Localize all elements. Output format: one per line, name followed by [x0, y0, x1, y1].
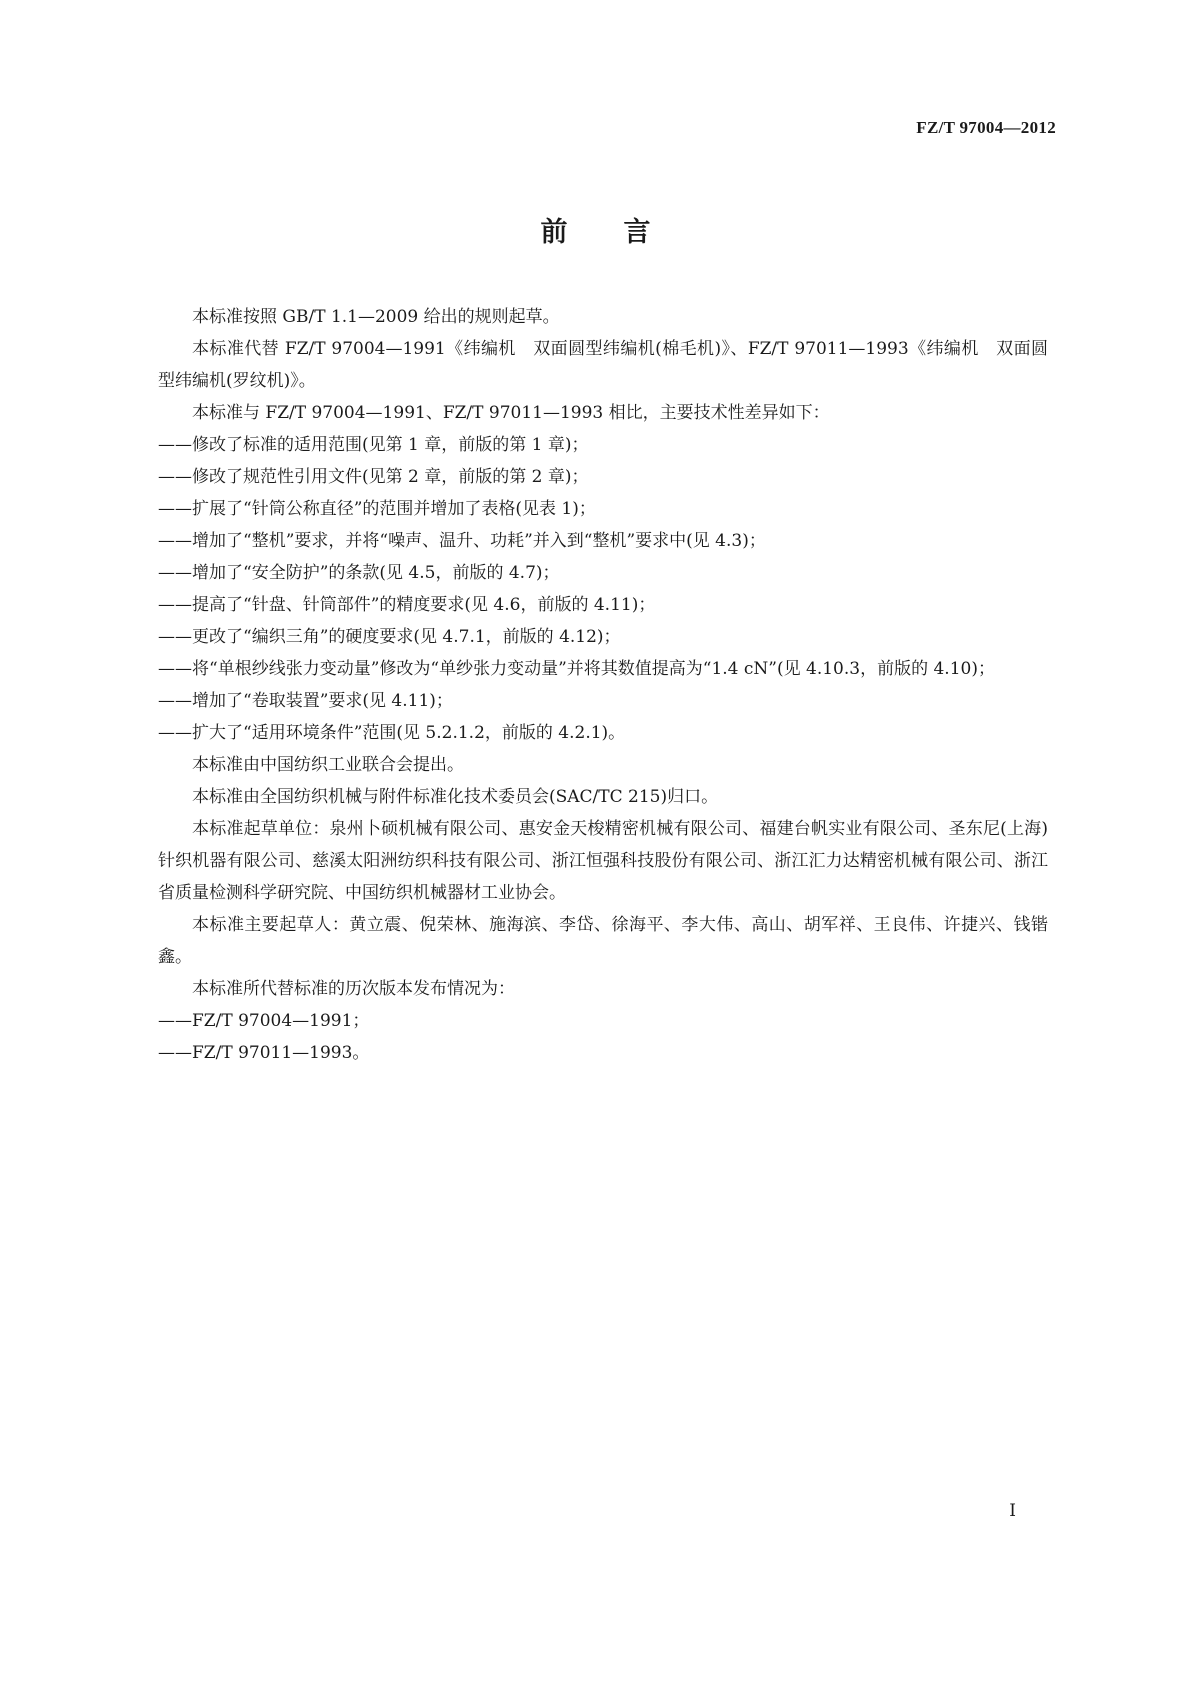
paragraph-administered-by: 本标准由全国纺织机械与附件标准化技术委员会(SAC/TC 215)归口。 — [192, 787, 719, 807]
change-item: ——修改了标准的适用范围(见第 1 章，前版的第 1 章)； — [158, 435, 589, 455]
page-number: I — [1009, 1501, 1016, 1521]
change-item: ——更改了“编织三角”的硬度要求(见 4.7.1，前版的 4.12)； — [158, 627, 621, 647]
change-item: ——增加了“整机”要求，并将“噪声、温升、功耗”并入到“整机”要求中(见 4.3)； — [158, 531, 766, 551]
change-item: ——扩展了“针筒公称直径”的范围并增加了表格(见表 1)； — [158, 499, 596, 519]
change-item: ——将“单根纱线张力变动量”修改为“单纱张力变动量”并将其数值提高为“1.4 cN”(见 4.10.3，前版的 4.10)； — [158, 659, 995, 679]
paragraph-differences-intro: 本标准与 FZ/T 97004—1991、FZ/T 97011—1993 相比，主要技术性差异如下： — [192, 403, 830, 423]
paragraph-drafters: 本标准主要起草人：黄立震、倪荣林、施海滨、李岱、徐海平、李大伟、高山、胡军祥、王良伟、许捷兴、钱锴鑫。 — [158, 915, 1048, 967]
foreword-body — [158, 301, 1048, 1069]
standard-code: FZ/T 97004—2012 — [916, 118, 1056, 137]
change-item: ——扩大了“适用环境条件”范围(见 5.2.1.2，前版的 4.2.1)。 — [158, 723, 626, 743]
paragraph-proposed-by: 本标准由中国纺织工业联合会提出。 — [192, 755, 464, 775]
history-item: ——FZ/T 97011—1993。 — [158, 1043, 370, 1063]
paragraph-replaces: 本标准代替 FZ/T 97004—1991《纬编机 双面圆型纬编机(棉毛机)》、FZ/T 97011—1993《纬编机 双面圆型纬编机(罗纹机)》。 — [158, 339, 1048, 391]
page-title: 前言 — [540, 217, 707, 248]
change-item: ——提高了“针盘、针筒部件”的精度要求(见 4.6，前版的 4.11)； — [158, 595, 656, 615]
paragraph-history-intro: 本标准所代替标准的历次版本发布情况为： — [192, 979, 515, 999]
change-item: ——增加了“安全防护”的条款(见 4.5，前版的 4.7)； — [158, 563, 560, 583]
paragraph-drafting-units: 本标准起草单位：泉州卜硕机械有限公司、惠安金天梭精密机械有限公司、福建台帆实业有限公司、圣东尼(上海)针织机器有限公司、慈溪太阳洲纺织科技有限公司、浙江恒强科技股份有限公司、浙江汇力达精密机械有限公司、浙江省质量检测科学研究院、中国纺织机械器材工业协会。 — [158, 819, 1048, 903]
change-item: ——增加了“卷取装置”要求(见 4.11)； — [158, 691, 453, 711]
paragraph-drafting-rules: 本标准按照 GB/T 1.1—2009 给出的规则起草。 — [192, 307, 560, 327]
history-item: ——FZ/T 97004—1991； — [158, 1011, 370, 1031]
change-item: ——修改了规范性引用文件(见第 2 章，前版的第 2 章)； — [158, 467, 589, 487]
